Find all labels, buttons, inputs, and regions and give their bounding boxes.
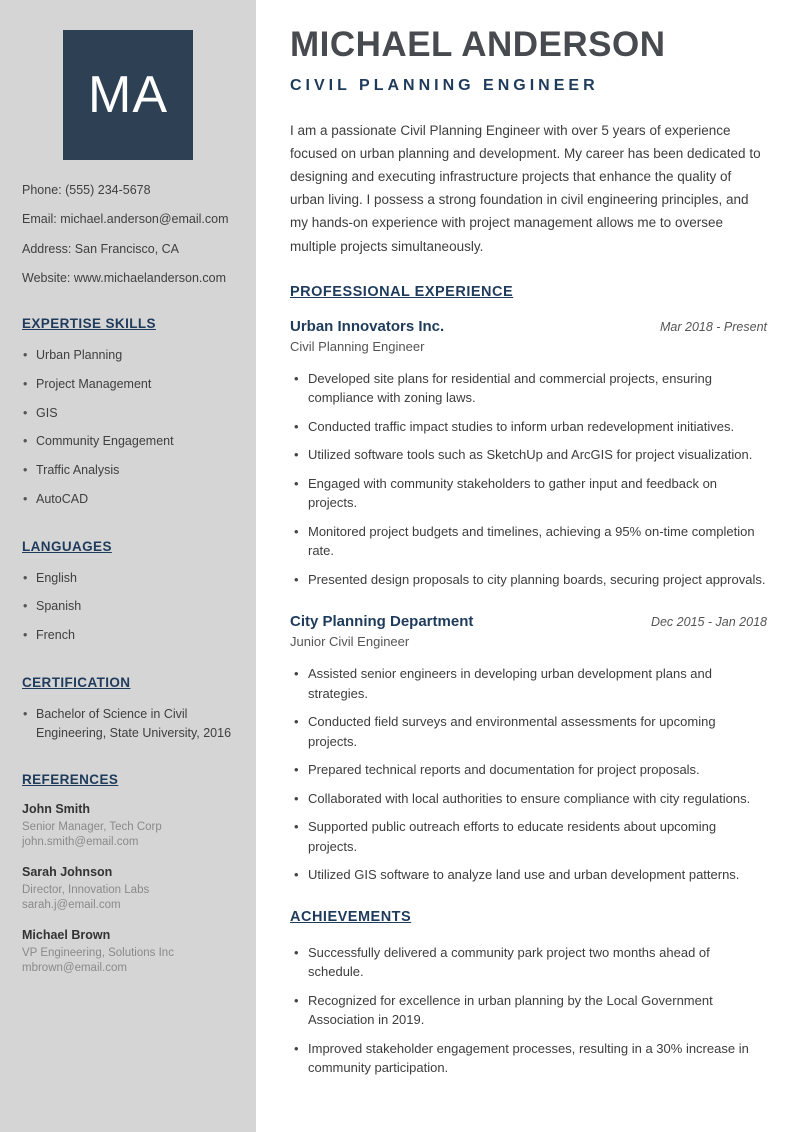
main-content: [256, 0, 800, 1132]
avatar: [63, 30, 193, 160]
contact-email: Email: michael.anderson@email.com: [22, 212, 229, 227]
list-item: • Project Management: [22, 375, 234, 394]
list-item: • Spanish: [22, 597, 234, 616]
reference-email: sarah.j@email.com: [22, 899, 121, 912]
contact-info: [22, 182, 234, 286]
contact-phone: Phone: (555) 234-5678: [22, 183, 151, 197]
skills-list: [22, 346, 234, 509]
job-bullet-list: [290, 664, 767, 885]
list-item: • Assisted senior engineers in developing urban development plans and strategies.: [290, 664, 767, 703]
achievements-list: [290, 943, 767, 1078]
company-name: Urban Innovators Inc.: [290, 317, 445, 335]
list-item: • Monitored project budgets and timelines, achieving a 95% on-time completion rate.: [290, 522, 767, 561]
list-item: • Urban Planning: [22, 346, 234, 365]
page-title: MICHAEL ANDERSON: [290, 25, 666, 64]
professional-title: CIVIL PLANNING ENGINEER: [290, 76, 599, 94]
job-bullet-list: [290, 369, 767, 590]
list-item: • Supported public outreach efforts to educate residents about upcoming projects.: [290, 817, 767, 856]
list-item: • Prepared technical reports and documentation for project proposals.: [290, 760, 767, 780]
languages-heading: LANGUAGES: [22, 538, 112, 554]
list-item: • Conducted traffic impact studies to inform urban redevelopment initiatives.: [290, 417, 767, 437]
avatar-initials: MA: [88, 66, 168, 124]
list-item: • Successfully delivered a community park project two months ahead of schedule.: [290, 943, 767, 982]
list-item: • AutoCAD: [22, 490, 234, 509]
list-item: • Bachelor of Science in Civil Engineering, State University, 2016: [22, 705, 234, 743]
achievements-heading: ACHIEVEMENTS: [290, 908, 412, 925]
list-item: • Improved stakeholder engagement processes, resulting in a 30% increase in community participation.: [290, 1039, 767, 1078]
skills-heading: EXPERTISE SKILLS: [22, 316, 156, 331]
job-entry: [290, 318, 767, 590]
reference-title: VP Engineering, Solutions Inc: [22, 947, 174, 960]
job-role: Junior Civil Engineer: [290, 634, 410, 650]
job-entry: [290, 613, 767, 885]
contact-address: Address: San Francisco, CA: [22, 241, 180, 256]
reference-title: Director, Innovation Labs: [22, 884, 150, 897]
list-item: • Recognized for excellence in urban planning by the Local Government Association in 2019.: [290, 991, 767, 1030]
achievements-section: [290, 909, 767, 1078]
job-header: [290, 318, 767, 335]
contact-website: Website: www.michaelanderson.com: [22, 270, 227, 285]
sidebar: [0, 0, 256, 1132]
reference-entry: [22, 802, 234, 848]
list-item: • Developed site plans for residential and commercial projects, ensuring compliance with zoning laws.: [290, 369, 767, 408]
reference-entry: [22, 865, 234, 911]
references-heading: REFERENCES: [22, 772, 119, 788]
list-item: • Conducted field surveys and environmental assessments for upcoming projects.: [290, 712, 767, 751]
reference-email: john.smith@email.com: [22, 836, 139, 849]
list-item: • Collaborated with local authorities to ensure compliance with city regulations.: [290, 789, 767, 809]
list-item: • GIS: [22, 404, 234, 423]
list-item: • French: [22, 626, 234, 645]
list-item: • Engaged with community stakeholders to gather input and feedback on projects.: [290, 474, 767, 513]
job-role: Civil Planning Engineer: [290, 338, 425, 354]
job-dates: Mar 2018 - Present: [660, 319, 767, 334]
reference-name: Michael Brown: [22, 928, 111, 943]
job-dates: Dec 2015 - Jan 2018: [650, 615, 767, 630]
list-item: • Presented design proposals to city planning boards, securing project approvals.: [290, 570, 767, 590]
experience-heading: PROFESSIONAL EXPERIENCE: [290, 283, 514, 300]
summary-paragraph: I am a passionate Civil Planning Engineer with over 5 years of experience focused on urban planning and development. My career has been dedicated to designing and executing infrastructure projects that enhance the quality of urban living. I possess a strong foundation in civil engineering principles, and my hands-on experience with project management allows me to oversee multiple projects simultaneously.: [290, 122, 761, 254]
list-item: • English: [22, 569, 234, 588]
company-name: City Planning Department: [290, 613, 474, 631]
reference-name: John Smith: [22, 802, 91, 817]
reference-name: Sarah Johnson: [22, 865, 113, 880]
list-item: • Community Engagement: [22, 432, 234, 451]
reference-email: mbrown@email.com: [22, 962, 127, 975]
reference-entry: [22, 928, 234, 974]
job-header: [290, 613, 767, 630]
certification-heading: CERTIFICATION: [22, 674, 131, 690]
list-item: • Utilized software tools such as SketchUp and ArcGIS for project visualization.: [290, 445, 767, 465]
list-item: • Traffic Analysis: [22, 461, 234, 480]
list-item: • Utilized GIS software to analyze land use and urban development patterns.: [290, 865, 767, 885]
certification-list: [22, 705, 234, 743]
reference-title: Senior Manager, Tech Corp: [22, 821, 162, 834]
languages-list: [22, 569, 234, 645]
